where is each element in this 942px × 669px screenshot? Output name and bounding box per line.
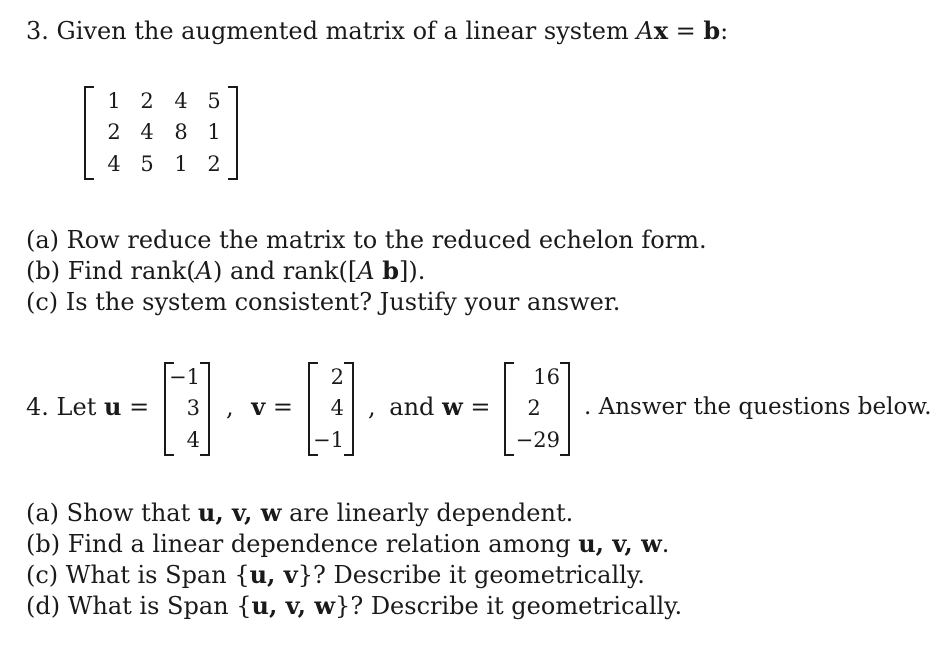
part-d4-suffix: }? Describe it geometrically.	[335, 592, 683, 620]
part-a-vectors: u, v, w	[197, 498, 282, 527]
vector-w-entry: 16	[533, 365, 560, 390]
matrix-cell: 2	[107, 120, 121, 145]
matrix-cell: 2	[207, 151, 221, 176]
vector-w	[504, 362, 570, 456]
and-word: and	[389, 393, 435, 421]
eq-equals: =	[675, 17, 696, 45]
vector-w-entry: −29	[515, 427, 560, 452]
part-c4-prefix: (c) What is Span {	[26, 561, 250, 589]
matrix-cell: 1	[174, 151, 188, 176]
vector-v	[308, 362, 354, 456]
problem-4-let	[26, 392, 149, 422]
matrix-cell: 4	[174, 89, 188, 114]
matrix-cell: 1	[107, 89, 121, 114]
w-label: w	[442, 392, 463, 421]
part-b-b: b	[382, 256, 400, 285]
matrix-cell: 1	[207, 120, 221, 145]
vector-w-entry: 2	[527, 396, 541, 421]
problem-4-part-b	[26, 529, 669, 559]
eq-b: b	[703, 16, 721, 45]
eq-colon: :	[720, 17, 729, 45]
problem-3-part-a: (a) Row reduce the matrix to the reduced echelon form.	[26, 226, 707, 254]
part-b-prefix: (b) Find rank(	[26, 257, 196, 285]
part-b4-vectors: u, v, w	[578, 529, 662, 558]
w-definition-label	[368, 392, 490, 422]
matrix-cell: 8	[174, 120, 188, 145]
part-c4-suffix: }? Describe it geometrically.	[297, 561, 645, 589]
u-label: u	[103, 392, 122, 421]
part-b-A: A	[195, 257, 213, 285]
eq-x: x	[653, 16, 668, 45]
problem-4-tail: . Answer the questions below.	[584, 394, 932, 420]
part-b4-prefix: (b) Find a linear dependence relation among	[26, 530, 571, 558]
part-b-A-aug: A	[357, 257, 375, 285]
problem-4-part-d	[26, 591, 682, 621]
comma-1: ,	[226, 393, 234, 421]
vector-v-entry: 2	[330, 365, 344, 390]
problem-3-number: 3.	[26, 17, 49, 45]
matrix-cell: 4	[107, 151, 121, 176]
comma-2: ,	[368, 393, 376, 421]
part-a-suffix: are linearly dependent.	[289, 499, 574, 527]
problem-3-part-c: (c) Is the system consistent? Justify your answer.	[26, 288, 621, 316]
part-b-suffix: ]).	[399, 257, 426, 285]
problem-3-heading	[26, 16, 728, 46]
part-b-mid: ) and rank([	[212, 257, 358, 285]
v-label: v	[251, 392, 266, 421]
vector-v-entry: 4	[330, 396, 344, 421]
vector-u-entry: 4	[186, 427, 200, 452]
let-word: Let	[56, 393, 97, 421]
matrix-cell: 5	[207, 89, 221, 114]
vector-u-entry: −1	[169, 365, 200, 390]
vector-v-entry: −1	[313, 427, 344, 452]
problem-3-intro: Given the augmented matrix of a linear system	[56, 17, 629, 45]
w-equals: =	[470, 393, 491, 421]
problem-3-part-b	[26, 256, 425, 286]
matrix-cell: 2	[140, 89, 154, 114]
v-equals: =	[272, 393, 293, 421]
part-a-prefix: (a) Show that	[26, 499, 191, 527]
part-d4-prefix: (d) What is Span {	[26, 592, 252, 620]
eq-A: A	[636, 17, 654, 45]
augmented-matrix	[84, 86, 238, 180]
u-equals: =	[129, 393, 150, 421]
problem-4-number: 4.	[26, 393, 49, 421]
vector-u	[164, 362, 210, 456]
v-definition-label	[226, 392, 293, 422]
matrix-cell: 5	[140, 151, 154, 176]
matrix-cell: 4	[140, 120, 154, 145]
part-d4-vectors: u, v, w	[251, 591, 336, 620]
part-c4-vectors: u, v	[249, 560, 298, 589]
problem-4-part-a	[26, 498, 573, 528]
vector-u-entry: 3	[186, 396, 200, 421]
part-b4-suffix: .	[661, 530, 670, 558]
problem-4-part-c	[26, 560, 645, 590]
